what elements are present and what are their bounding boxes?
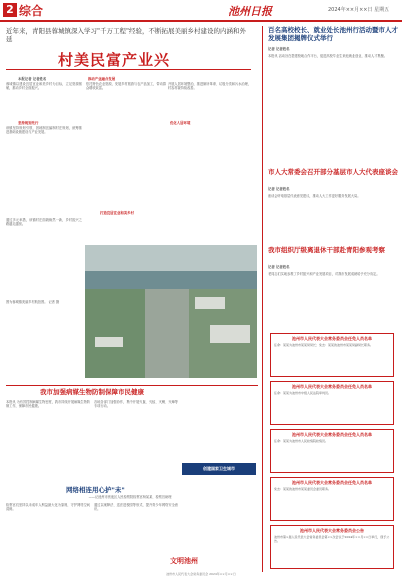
announcement-title: 池州市人民代表大会常务委员会任免人员名单 [292, 432, 372, 437]
photo-caption: 图为蓉城镇美丽乡村航拍图。 记者 摄 [6, 300, 60, 304]
lead-subhead-4: 打造宜居宜业和美乡村 [100, 211, 134, 215]
announcement-title: 池州市人民代表大会常务委员会任免人员名单 [292, 336, 372, 341]
announcement-body: 免去：某某的池州市某某委员会委员职务。 [274, 487, 332, 491]
lead-divider [6, 69, 251, 70]
lead-title: 村美民富产业兴 [58, 51, 171, 69]
photo-sky [85, 245, 257, 273]
announcement-title: 池州市人民代表大会常务委员会任免人员名单 [292, 480, 372, 485]
announcement-body: 池州市第×届人民代表大会常务委员会第××次会议于2024年××月××日举行，现予公告。 [274, 535, 390, 543]
bottom-story2-text: 检察官们坚持以未成年人利益最大化为原则，守护网络空间清朗。 [6, 503, 90, 512]
right-story2-title: 市人大常委会召开部分基层市人大代表座谈会 [268, 168, 398, 176]
announcement-box-5 [270, 525, 394, 569]
announcement-body: 任命：某某为池州市中级人民法院审判员。 [274, 391, 332, 395]
lead-text-3: 依托特色农业资源，发展乡村旅游与农产品加工，带动群众增收致富。 [86, 82, 166, 91]
announcement-body: 任命：某某为池州市人民检察院检察员。 [274, 439, 329, 443]
photo-field-left [85, 289, 145, 378]
lead-byline: 本报记者 记者姓名 [18, 77, 47, 81]
right-story3-title: 我市组织厅级离退休干部赴青阳参观考察 [268, 246, 385, 254]
bottom-story2-subtitle: ——记池州市贵池区人民检察院检察官杨某某、检察官助理 [88, 495, 172, 499]
bottom-story2-text-2: 通过以案释法、送法进校园等形式，提升青少年网络安全意识。 [94, 503, 178, 512]
bottom-story1-text-2: 各地各部门加强协作，集中开展灭鼠、灭蚊、灭蝇、灭蟑等专项行动。 [94, 400, 178, 409]
column-divider [262, 26, 263, 572]
bottom-story1-title: 我市加强病媒生物防制保障市民健康 [40, 388, 144, 396]
civilization-logo: 文明池州 [170, 556, 198, 565]
photo-river [85, 271, 257, 289]
right-story3-byline: 记者 记者姓名 [268, 265, 290, 269]
page-footer: 池州市人民代表大会常务委员会 2024年××月××日 [166, 572, 236, 576]
lead-text-5: 通过多元举措，该镇村庄面貌焕然一新，乡村振兴之路越走越宽。 [6, 218, 82, 227]
lead-subhead-1: 坚持规划先行 [18, 121, 39, 125]
announcement-box-3 [270, 429, 394, 473]
photo-houses [95, 337, 123, 347]
right-story3-text: 老同志们实地参观了乡村振兴和产业发展项目，对我市发展成就给予充分肯定。 [268, 272, 380, 276]
announcement-box-2 [270, 381, 394, 425]
right-story2-byline: 记者 记者姓名 [268, 187, 290, 191]
right-story1-title: 百名高校校长、就业处长池州行活动暨市人才发展集团揭牌仪式举行 [268, 26, 398, 42]
bottom-story1-text: 本报讯 为有效控制病媒生物密度，我市持续开展病媒生物防制工作，保障市民健康。 [6, 400, 90, 409]
newspaper-logo: 池州日报 [228, 5, 272, 18]
section-name: 综合 [19, 4, 44, 18]
lead-text-1: 蓉城镇以建设宜居宜业和美乡村为目标，立足资源禀赋，推动乡村全面振兴。 [6, 82, 82, 91]
lead-text-2: 该镇坚持规划引领，因地制宜编制村庄规划，统筹推进基础设施建设与产业发展。 [6, 126, 82, 135]
bottom-divider [6, 385, 258, 386]
announcement-title: 池州市人民代表大会常务委员会公告 [300, 528, 364, 533]
announcement-box-4 [270, 477, 394, 521]
right-story1-byline: 记者 记者姓名 [268, 47, 290, 51]
aerial-village-photo [85, 245, 257, 378]
photo-village-road [145, 289, 189, 378]
right-story2-text: 座谈会听取基层代表意见建议，推动人大工作更好服务发展大局。 [268, 194, 361, 198]
announcement-body: 任命：某某为池州市某某局局长；免去：某某的池州市某某局副局长职务。 [274, 343, 374, 347]
lead-subtitle: 近年来，青阳县蓉城镇深入学习"千万工程"经验，不断拓展美丽乡村建设的内涵和外延 [6, 27, 246, 43]
health-city-banner: 创建国家卫生城市 [182, 463, 256, 475]
page-number: 2 [3, 3, 17, 17]
masthead [0, 0, 402, 22]
bottom-story2-title: 网络相连用心护"未" [66, 486, 125, 494]
announcement-title: 池州市人民代表大会常务委员会任免人员名单 [292, 384, 372, 389]
photo-houses [210, 325, 250, 343]
lead-subhead-3: 优化人居环境 [170, 121, 191, 125]
issue-date: 2024年××月××日 星期五 [328, 7, 390, 13]
announcement-box-1 [270, 333, 394, 377]
photo-houses [195, 297, 225, 309]
lead-subhead-2: 推动产业融合发展 [88, 77, 116, 81]
lead-text-4: 开展人居环境整治，推进厕所革命、垃圾分类和污水治理，村容村貌持续改善。 [168, 82, 251, 91]
right-story1-text: 本报讯 活动旨在搭建校地合作平台，促进高校毕业生来池就业创业，推动人才集聚。 [268, 54, 387, 58]
